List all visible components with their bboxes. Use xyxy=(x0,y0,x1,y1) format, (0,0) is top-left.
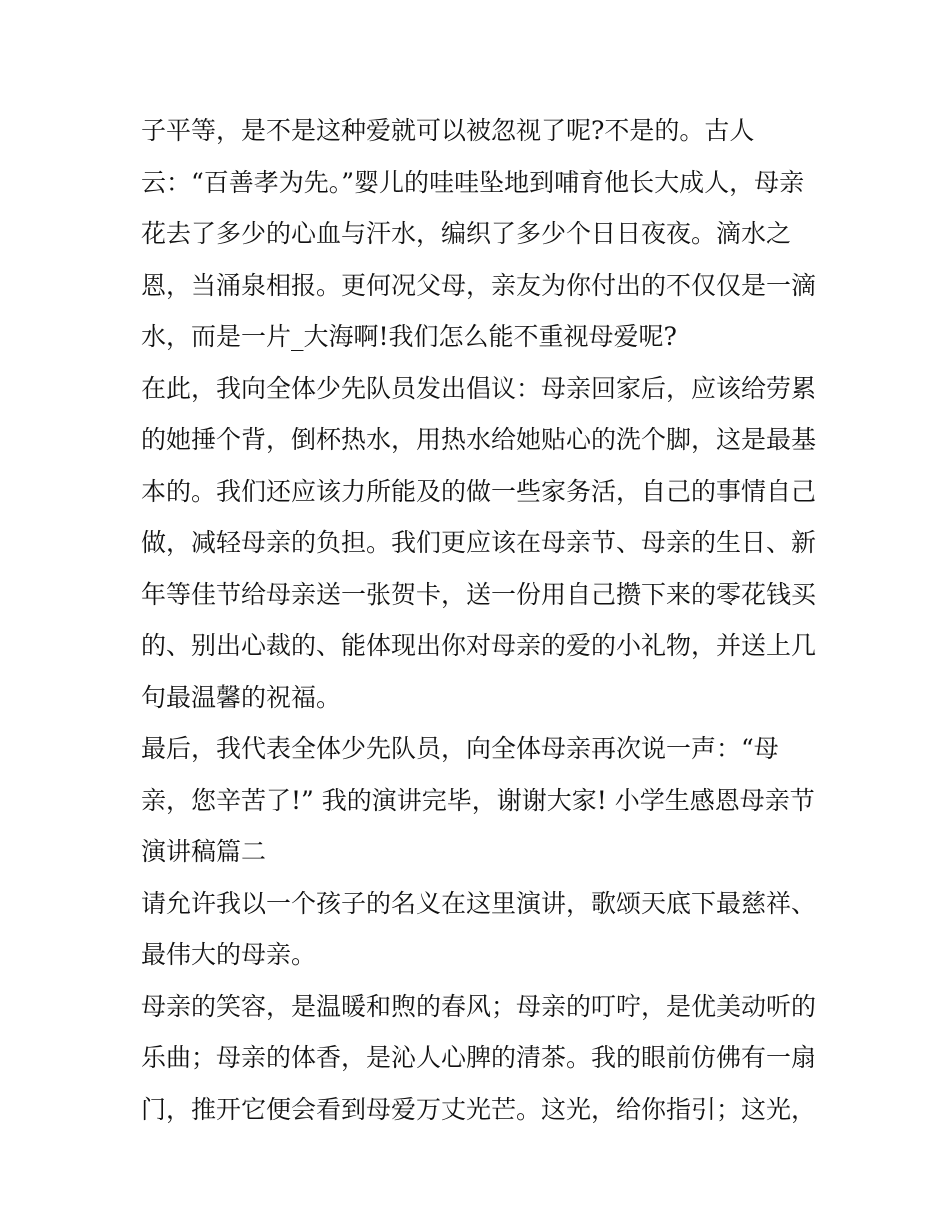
text-line: 恩，当涌泉相报。更何况父母，亲友为你付出的不仅仅是一滴 xyxy=(141,270,817,300)
text-line: 句最温馨的祝福。 xyxy=(141,682,342,712)
document-body xyxy=(141,105,821,1135)
text-line: 做，减轻母亲的负担。我们更应该在母亲节、母亲的生日、新 xyxy=(141,528,817,557)
text-line: 的她捶个背，倒杯热水，用热水给她贴心的洗个脚，这是最基 xyxy=(141,425,817,454)
text-line: 请允许我以一个孩子的名义在这里演讲，歌颂天底下最慈祥、 xyxy=(141,888,817,918)
text-line: 最伟大的母亲。 xyxy=(141,940,317,969)
text-line: 的、别出心裁的、能体现出你对母亲的爱的小礼物，并送上几 xyxy=(141,631,817,660)
text-line: 母亲的笑容，是温暖和煦的春风；母亲的叮咛，是优美动听的 xyxy=(141,991,817,1021)
text-line: 在此，我向全体少先队员发出倡议：母亲回家后，应该给劳累 xyxy=(141,373,817,403)
text-line: 亲，您辛苦了!” 我的演讲完毕，谢谢大家! 小学生感恩母亲节 xyxy=(141,785,815,815)
text-line: 水，而是一片_大海啊!我们怎么能不重视母爱呢? xyxy=(141,322,677,351)
text-line: 年等佳节给母亲送一张贺卡，送一份用自己攒下来的零花钱买 xyxy=(141,579,817,609)
text-line: 门，推开它便会看到母爱万丈光芒。这光，给你指引；这光， xyxy=(141,1094,817,1124)
text-line: 子平等，是不是这种爱就可以被忽视了呢?不是的。古人 xyxy=(141,116,755,145)
text-line: 最后，我代表全体少先队员，向全体母亲再次说一声：“母 xyxy=(141,734,779,763)
text-line: 云：“百善孝为先。”婴儿的哇哇坠地到哺育他长大成人，母亲 xyxy=(141,167,805,197)
text-line: 本的。我们还应该力所能及的做一些家务活，自己的事情自己 xyxy=(141,476,817,506)
text-line: 花去了多少的心血与汗水，编织了多少个日日夜夜。滴水之 xyxy=(141,219,792,248)
text-line: 乐曲；母亲的体香，是沁人心脾的清茶。我的眼前仿佛有一扇 xyxy=(141,1043,817,1072)
section-heading-line: 演讲稿篇二 xyxy=(141,837,267,866)
